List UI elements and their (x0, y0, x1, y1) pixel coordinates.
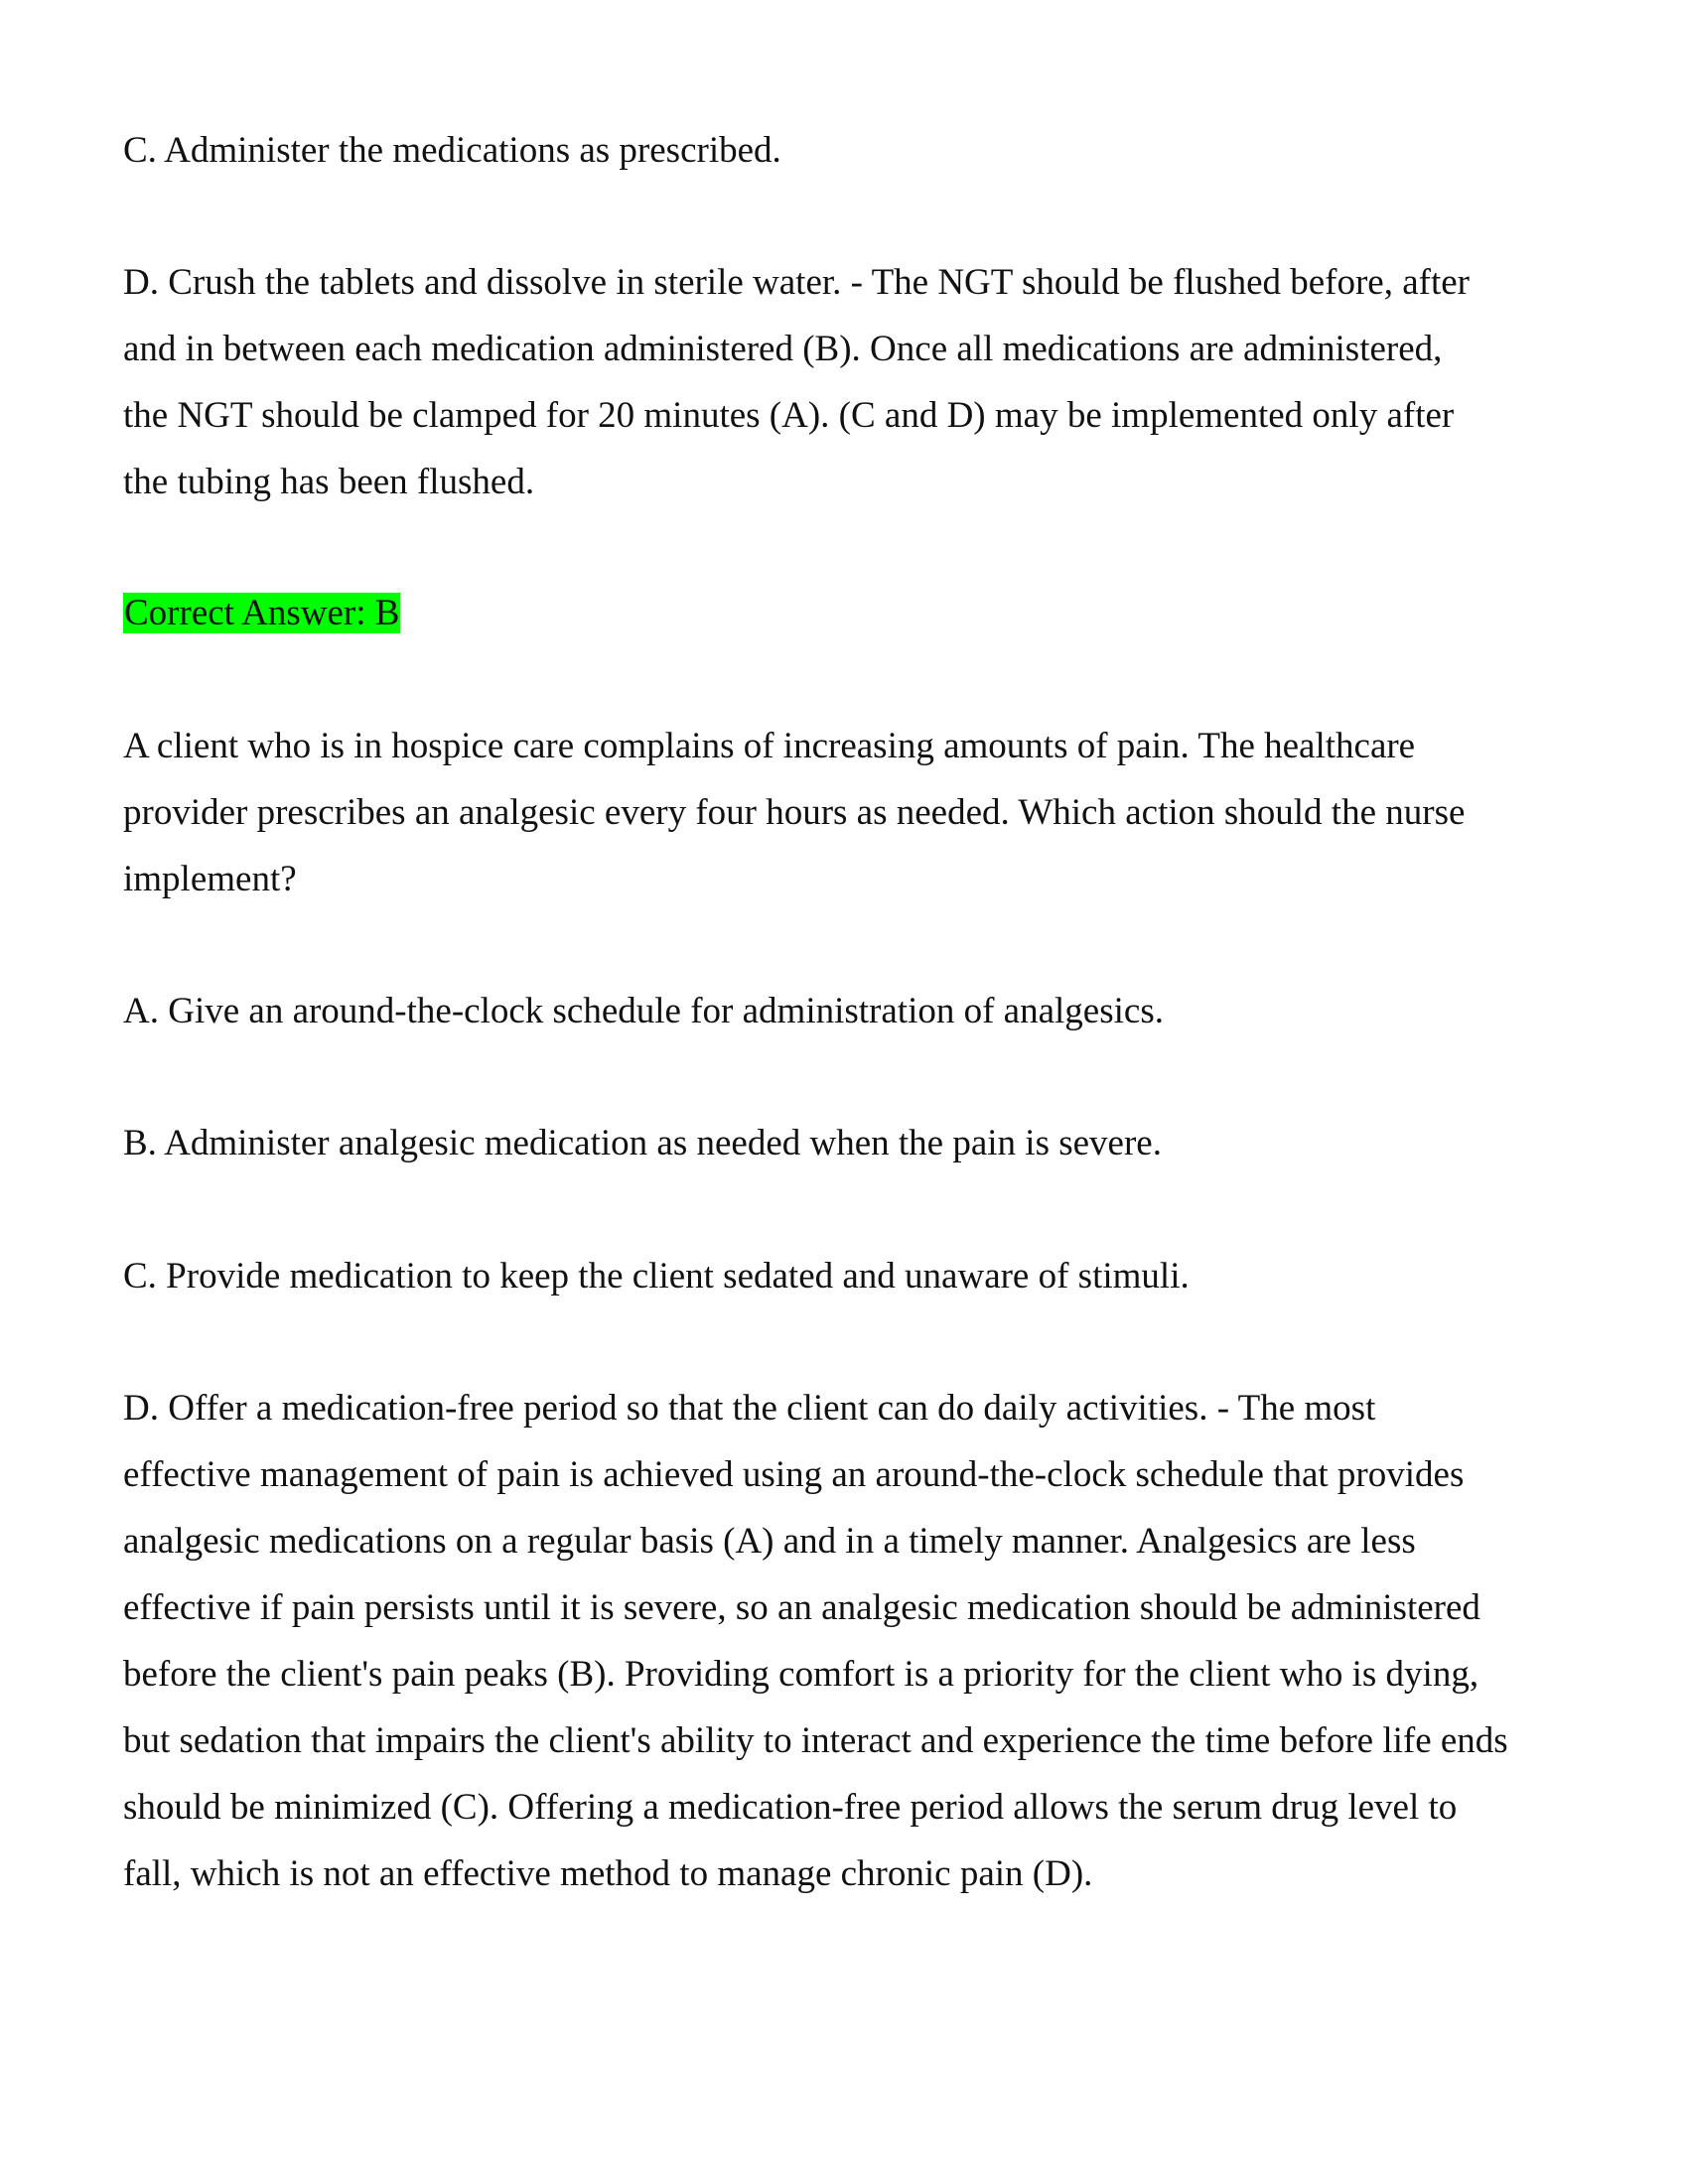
option-d-rationale-prev-question: D. Crush the tablets and dissolve in sterile water. - The NGT should be flushed before, after and in between each medication administered (B). Once all medications are administered, the NGT should be clamped for 20 minutes (A). (C and D) may be implemented only after the tubing has been flushed. (123, 262, 1470, 502)
option-a: A. Give an around-the-clock schedule for administration of analgesics. (123, 991, 1164, 1031)
question-text: A client who is in hospice care complains of increasing amounts of pain. The healthcare provider prescribes an analgesic every four hours as needed. Which action should the nurse implement? (123, 726, 1466, 899)
option-d-rationale: D. Offer a medication-free period so that the client can do daily activities. - The most effective management of pain is achieved using an around-the-clock schedule that provides analgesic medications on a regular basis (A) and in a timely manner. Analgesics are less effective if pain persists until it is severe, so an analgesic medication should be administered before the client's pain peaks (B). Providing comfort is a priority for the client who is dying, but sedation that impairs the client's ability to interact and experience the time before life ends should be minimized (C). Offering a medication-free period allows the serum drug level to fall, which is not an effective method to manage chronic pain (D). (123, 1388, 1508, 1894)
option-b: B. Administer analgesic medication as needed when the pain is severe. (123, 1123, 1162, 1163)
option-c: C. Provide medication to keep the client sedated and unaware of stimuli. (123, 1256, 1190, 1297)
option-c-prev-question: C. Administer the medications as prescribed. (123, 130, 781, 171)
correct-answer-highlight: Correct Answer: B (124, 593, 400, 633)
correct-answer-line (123, 580, 1513, 646)
